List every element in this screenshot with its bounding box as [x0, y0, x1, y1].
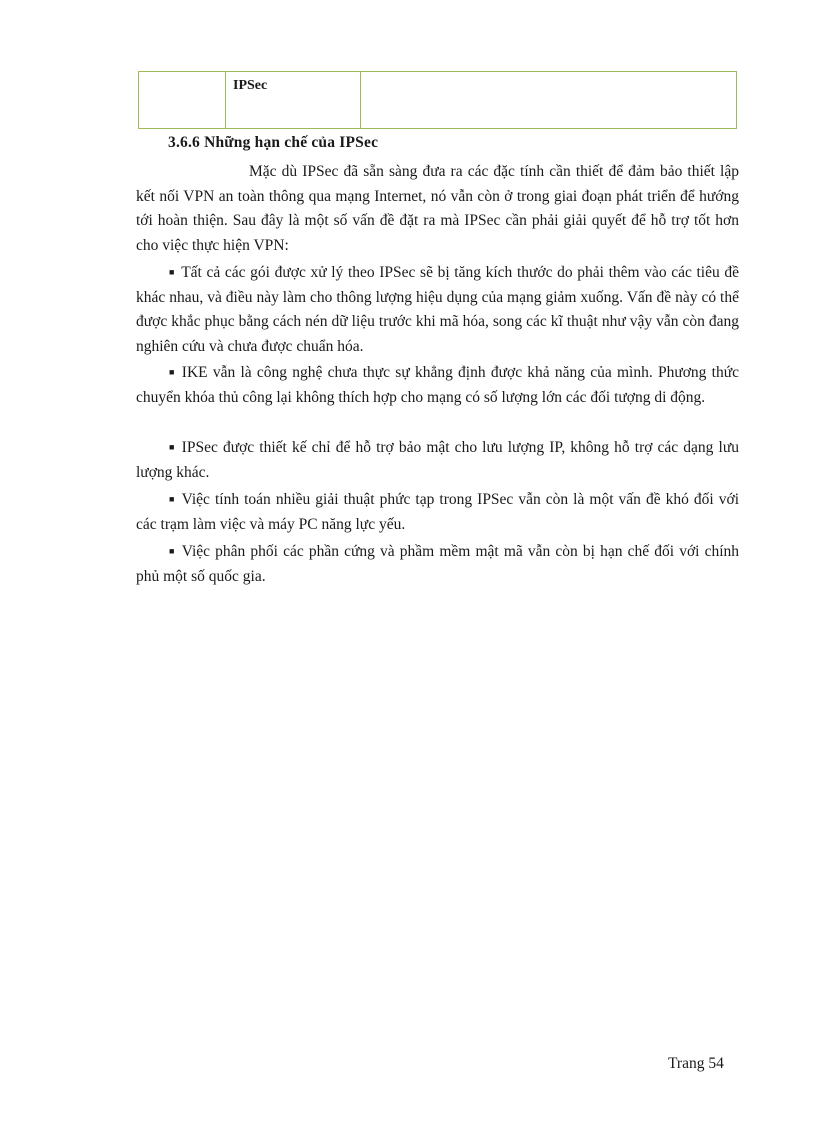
table-fragment	[138, 71, 737, 129]
bullet-text: Việc tính toán nhiều giải thuật phức tạp trong IPSec vẫn còn là một vấn đề khó đối với các trạm làm việc và máy PC năng lực yếu.	[136, 491, 740, 533]
intro-paragraph: Mặc dù IPSec đã sẵn sàng đưa ra các đặc tính cần thiết để đảm bảo thiết lập kết nối VPN an toàn thông qua mạng Internet, nó vẫn còn ở trong giai đoạn phát triển để hướng tới hoàn thiện. Sau đây là một số vấn đề đặt ra mà IPSec cần phải giải quyết để hỗ trợ tốt hơn cho việc thực hiện VPN:	[136, 163, 739, 254]
bullet-text: Tất cả các gói được xử lý theo IPSec sẽ bị tăng kích thước do phải thêm vào các tiêu đề khác nhau, và điều này làm cho thông lượng hiệu dụng của mạng giảm xuống. Vấn đề này có thể được khắc phục bằng cách nén dữ liệu trước khi mã hóa, song các kĩ thuật như vậy vẫn còn đang nghiên cứu và chưa được chuẩn hóa.	[136, 264, 739, 355]
table-cell-empty-left	[139, 72, 226, 128]
bullet-text: IPSec được thiết kế chỉ để hỗ trợ bảo mật cho lưu lượng IP, không hỗ trợ các dạng lưu lượng khác.	[136, 439, 739, 481]
bullet-item-2	[136, 360, 739, 410]
bullet-item-5	[136, 539, 739, 589]
bullet-text: IKE vẫn là công nghệ chưa thực sự khẳng định được khả năng của mình. Phương thức chuyển khóa thủ công lại không thích hợp cho mạng có số lượng lớn các đối tượng di động.	[136, 364, 739, 406]
section-heading: 3.6.6 Những hạn chế của IPSec	[168, 134, 379, 151]
table-cell-label: IPSec	[226, 72, 361, 128]
bullet-mark: ■	[169, 267, 176, 277]
bullet-item-3	[136, 435, 739, 485]
bullet-mark: ■	[169, 546, 176, 556]
page-number: Trang 54	[668, 1055, 724, 1072]
bullet-mark: ■	[169, 442, 176, 452]
bullet-mark: ■	[169, 367, 176, 377]
bullet-text: Việc phân phối các phần cứng và phầm mềm mật mã vẫn còn bị hạn chế đối với chính phủ một số quốc gia.	[136, 543, 740, 585]
bullet-mark: ■	[169, 494, 176, 504]
table-cell-empty-right	[361, 72, 736, 128]
bullet-item-1	[136, 260, 739, 359]
bullet-item-4	[136, 487, 739, 537]
